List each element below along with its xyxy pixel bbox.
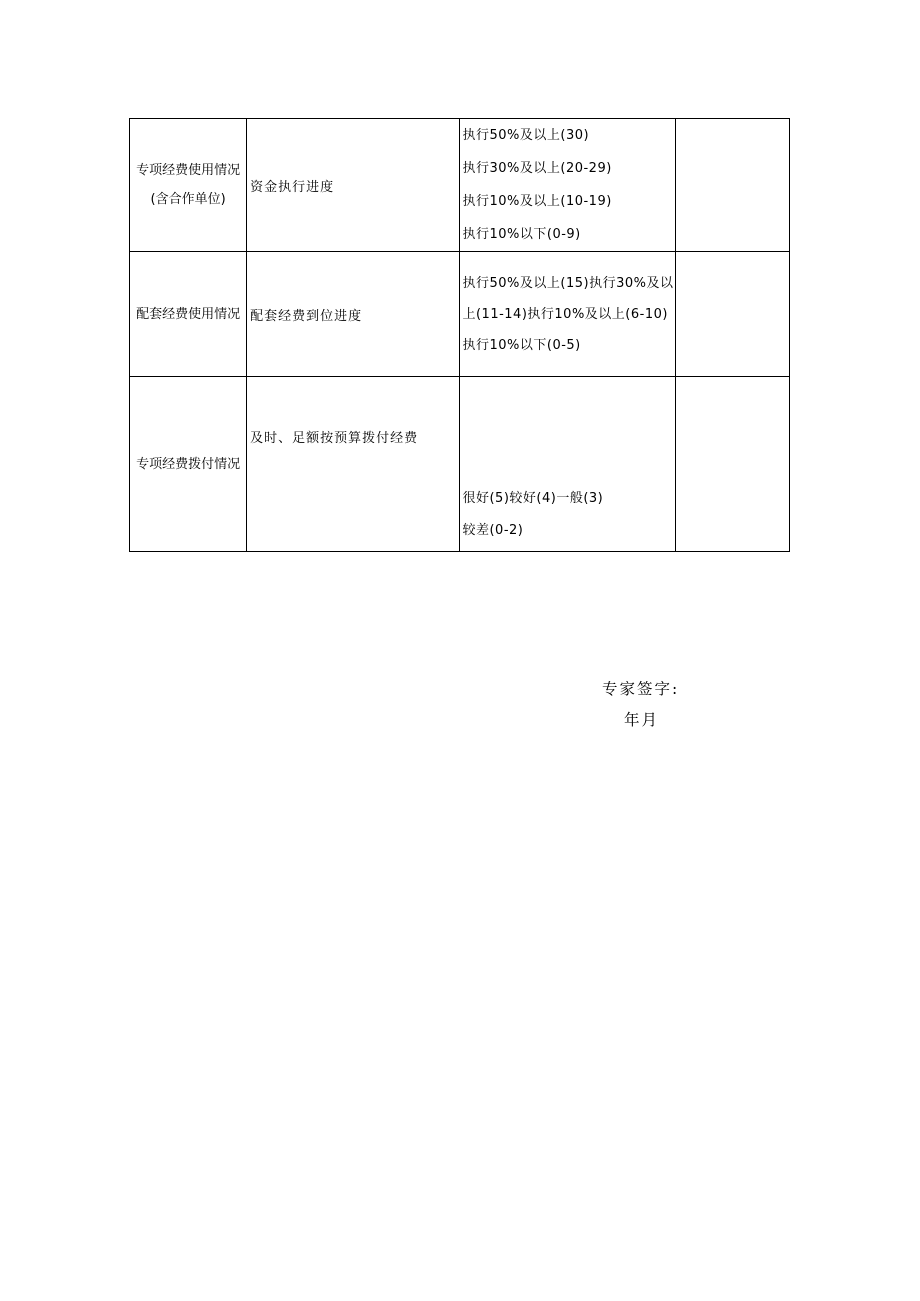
- table-row: [130, 252, 790, 377]
- criteria-cell: [460, 377, 675, 552]
- indicator-cell: 及时、足额按预算拨付经费: [247, 377, 460, 552]
- category-cell: 专项经费拨付情况: [130, 377, 247, 552]
- score-cell: [675, 119, 789, 252]
- indicator-cell: 资金执行进度: [247, 119, 460, 252]
- criteria-line: 较差(0-2): [462, 523, 524, 538]
- criteria-cell: [460, 119, 675, 252]
- criteria-line: 很好(5)较好(4)一般(3): [462, 491, 604, 506]
- criteria-line: 执行30%及以上(20-29): [462, 161, 612, 176]
- score-cell: [675, 252, 789, 377]
- expert-signature-label: 专家签字:: [602, 680, 680, 698]
- criteria-line: 执行10%以下(0-9): [462, 227, 581, 242]
- indicator-cell: 配套经费到位进度: [247, 252, 460, 377]
- date-label: 年月: [624, 711, 660, 729]
- criteria-cell: 执行50%及以上(15)执行30%及以上(11-14)执行10%及以上(6-10)执行10%以下(0-5): [460, 252, 675, 377]
- signature-block: [602, 674, 679, 736]
- table-row: [130, 377, 790, 552]
- score-cell: [675, 377, 789, 552]
- evaluation-table: [129, 118, 790, 552]
- criteria-line: 执行50%及以上(30): [462, 128, 590, 143]
- category-cell: 专项经费使用情况(含合作单位): [130, 119, 247, 252]
- criteria-line: 执行10%及以上(10-19): [462, 194, 612, 209]
- category-cell: 配套经费使用情况: [130, 252, 247, 377]
- table-row: [130, 119, 790, 252]
